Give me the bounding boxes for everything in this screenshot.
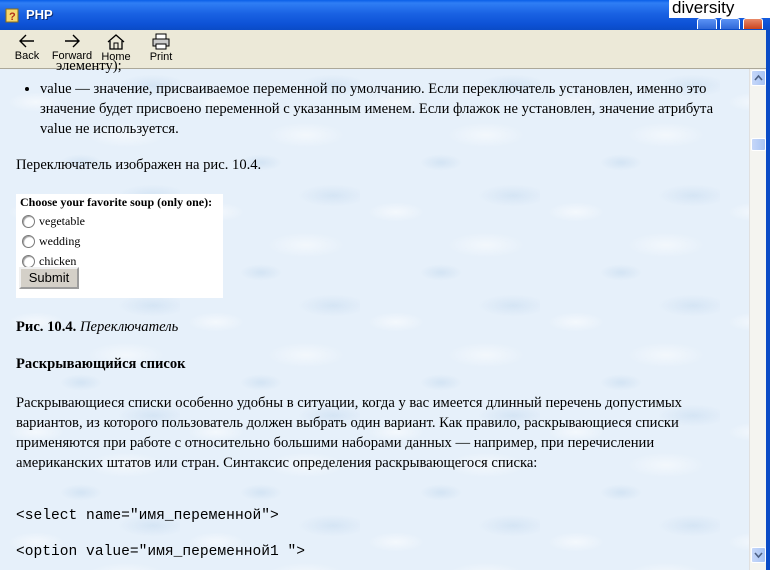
svg-text:?: ?	[9, 11, 16, 23]
close-button[interactable]	[743, 18, 763, 29]
attribute-list	[16, 79, 740, 139]
scroll-thumb[interactable]	[751, 138, 766, 151]
help-content	[0, 58, 749, 570]
maximize-button[interactable]	[720, 18, 740, 29]
print-button[interactable]	[145, 32, 177, 66]
caption-text: Переключатель	[76, 319, 179, 335]
list-item: • value — значение, присваиваемое переменной по умолчанию. Если переключатель установлен, именно это значение будет присвоено переменной с указанным именем. Если флажок не установлен, значение атрибута value не используется.	[40, 79, 740, 139]
chevron-down-icon	[752, 548, 765, 562]
radio-label: chicken	[39, 253, 77, 268]
minimize-button[interactable]	[697, 18, 717, 29]
vertical-scrollbar[interactable]	[749, 69, 767, 570]
help-file-icon	[5, 7, 21, 23]
forward-label: Forward	[51, 50, 93, 62]
code-option: <option value="имя_переменной1 ">	[16, 544, 306, 560]
chevron-up-icon	[752, 71, 765, 85]
paragraph-dropdown: Раскрывающиеся списки особенно удобны в ситуации, когда у вас имеется длинный перечень допустимых вариантов, из которого пользователь должен выбрать один вариант. Как правило, раскрывающиеся списки применяются при работе с относительно большими наборами данных — например, при перечислении американских штатов или стран. Синтаксис определения раскрывающегося списка:	[16, 395, 682, 471]
back-arrow-icon	[18, 33, 36, 49]
home-icon	[106, 33, 126, 50]
form-title: Choose your favorite soup (only one):	[20, 195, 213, 209]
radio-label: vegetable	[39, 213, 85, 228]
radio-button[interactable]	[22, 235, 35, 248]
back-label: Back	[14, 50, 40, 62]
scroll-up-button[interactable]	[751, 70, 766, 86]
submit-button[interactable]: Submit	[19, 267, 79, 289]
forward-arrow-icon	[63, 33, 81, 49]
radio-option-vegetable[interactable]	[22, 212, 85, 230]
print-label: Print	[149, 51, 173, 63]
window-frame-right	[766, 30, 770, 570]
title-bar	[0, 0, 770, 30]
caption-number: Рис. 10.4.	[16, 319, 77, 335]
radio-button[interactable]	[22, 255, 35, 268]
overlay-label: diversity	[669, 0, 770, 18]
radio-label: wedding	[39, 233, 81, 248]
radio-button[interactable]	[22, 215, 35, 228]
radio-form-figure	[16, 194, 223, 298]
paragraph-switch: Переключатель изображен на рис. 10.4.	[16, 157, 262, 173]
document-body	[16, 58, 740, 173]
scroll-down-button[interactable]	[751, 547, 766, 563]
figure-caption	[16, 317, 178, 337]
home-label: Home	[101, 51, 131, 63]
cut-off-line: элементу);	[56, 58, 122, 74]
radio-option-wedding[interactable]	[22, 232, 80, 250]
section-heading: Раскрывающийся список	[16, 356, 186, 372]
window-title: PHP	[26, 7, 53, 22]
printer-icon	[151, 33, 171, 50]
code-select: <select name="имя_переменной">	[16, 508, 279, 524]
back-button[interactable]	[8, 32, 46, 66]
